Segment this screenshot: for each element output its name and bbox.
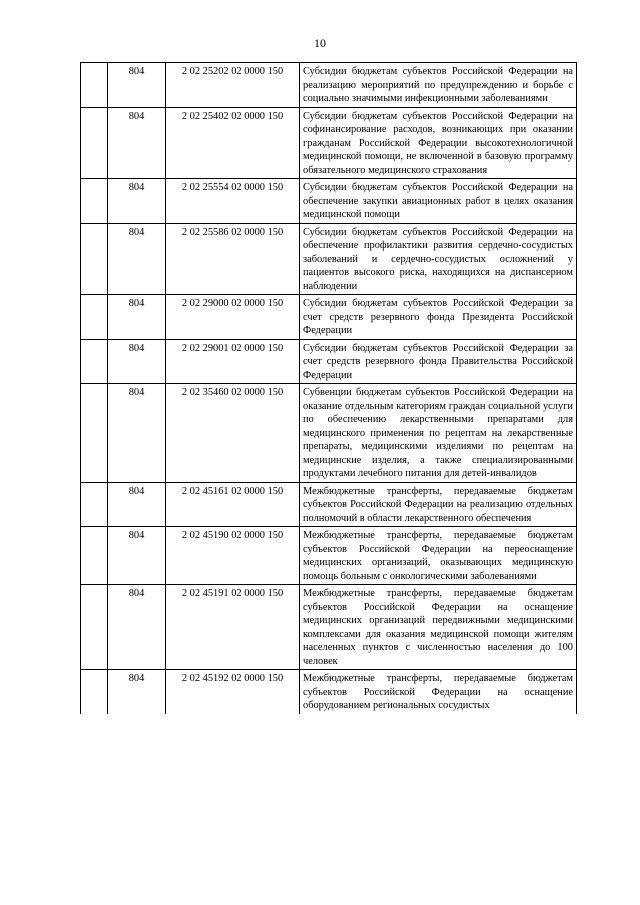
blank-cell — [81, 223, 108, 295]
admin-code-cell: 804 — [108, 223, 166, 295]
blank-cell — [81, 107, 108, 179]
blank-cell — [81, 670, 108, 714]
revenue-code-cell: 2 02 25402 02 0000 150 — [166, 107, 300, 179]
revenue-name-cell — [300, 179, 577, 224]
blank-cell — [81, 179, 108, 224]
table-row — [81, 339, 577, 384]
revenue-name-text: Субвенции бюджетам субъектов Российской Федерации на оказание отдельным категориям граждан социальной услуги по обеспечению лекарственными препаратами для медицинского применения по рецептам на лекарственные препараты, медицинскими изделиями по рецептам на медицинские изделия, а также специализированными продуктами лечебного питания для детей-инвалидов — [303, 387, 573, 479]
admin-code-cell: 804 — [108, 670, 166, 714]
revenue-code-cell: 2 02 35460 02 0000 150 — [166, 384, 300, 483]
revenue-name-cell — [300, 482, 577, 527]
revenue-code-cell: 2 02 25202 02 0000 150 — [166, 63, 300, 108]
blank-cell — [81, 339, 108, 384]
admin-code-cell: 804 — [108, 527, 166, 585]
admin-code-cell: 804 — [108, 339, 166, 384]
table-row — [81, 482, 577, 527]
revenue-name-cell — [300, 527, 577, 585]
revenue-name-text: Субсидии бюджетам субъектов Российской Федерации на обеспечение профилактики развития сердечно-сосудистых заболеваний и сердечно-сосудистых осложнений у пациентов высокого риска, находящихся на диспансерном наблюдении — [303, 226, 573, 292]
table-row — [81, 63, 577, 108]
revenue-name-cell — [300, 585, 577, 670]
revenue-name-text: Межбюджетные трансферты, передаваемые бюджетам субъектов Российской Федерации на оснащение медицинских организаций передвижными медицинскими комплексами для оказания медицинской помощи жителям населенных пунктов с численностью населения до 100 человек — [303, 588, 573, 667]
revenue-code-cell: 2 02 25554 02 0000 150 — [166, 179, 300, 224]
revenue-code-cell: 2 02 45190 02 0000 150 — [166, 527, 300, 585]
revenue-name-cell — [300, 63, 577, 108]
revenue-name-text: Субсидии бюджетам субъектов Российской Федерации за счет средств резервного фонда Президента Российской Федерации — [303, 298, 573, 336]
revenue-name-cell — [300, 295, 577, 340]
table-row — [81, 295, 577, 340]
admin-code-cell: 804 — [108, 384, 166, 483]
table-row — [81, 179, 577, 224]
revenue-name-text: Межбюджетные трансферты, передаваемые бюджетам субъектов Российской Федерации на оснащение оборудованием региональных сосудистых — [303, 673, 573, 711]
blank-cell — [81, 63, 108, 108]
revenue-code-cell: 2 02 29000 02 0000 150 — [166, 295, 300, 340]
admin-code-cell: 804 — [108, 585, 166, 670]
admin-code-cell: 804 — [108, 107, 166, 179]
table-row — [81, 384, 577, 483]
table-row — [81, 107, 577, 179]
revenue-name-text: Субсидии бюджетам субъектов Российской Федерации на софинансирование расходов, возникающих при оказании гражданам Российской Федерации высокотехнологичной медицинской помощи, не включенной в базовую программу обязательного медицинского страхования — [303, 110, 573, 176]
table-row — [81, 585, 577, 670]
revenue-name-cell — [300, 223, 577, 295]
revenue-name-cell — [300, 384, 577, 483]
revenue-name-text: Межбюджетные трансферты, передаваемые бюджетам субъектов Российской Федерации на переоснащение медицинских организаций, оказывающих медицинскую помощь больным с онкологическими заболеваниями — [303, 530, 573, 582]
admin-code-cell: 804 — [108, 179, 166, 224]
revenue-name-cell — [300, 107, 577, 179]
revenue-code-cell: 2 02 45192 02 0000 150 — [166, 670, 300, 714]
table-row — [81, 223, 577, 295]
admin-code-cell: 804 — [108, 295, 166, 340]
revenue-name-text: Субсидии бюджетам субъектов Российской Федерации на обеспечение закупки авиационных работ в целях оказания медицинской помощи — [303, 182, 573, 220]
revenue-code-cell: 2 02 25586 02 0000 150 — [166, 223, 300, 295]
revenue-codes-table — [80, 62, 577, 714]
revenue-code-cell: 2 02 45191 02 0000 150 — [166, 585, 300, 670]
revenue-name-text: Межбюджетные трансферты, передаваемые бюджетам субъектов Российской Федерации на реализацию отдельных полномочий в области лекарственного обеспечения — [303, 485, 573, 524]
admin-code-cell: 804 — [108, 482, 166, 527]
revenue-name-text: Субсидии бюджетам субъектов Российской Федерации на реализацию мероприятий по предупреждению и борьбе с социально значимыми инфекционными заболеваниями — [303, 66, 573, 104]
blank-cell — [81, 585, 108, 670]
table-row — [81, 527, 577, 585]
revenue-code-cell: 2 02 45161 02 0000 150 — [166, 482, 300, 527]
revenue-code-cell: 2 02 29001 02 0000 150 — [166, 339, 300, 384]
admin-code-cell: 804 — [108, 63, 166, 108]
table-row — [81, 670, 577, 714]
page-number: 10 — [314, 36, 326, 50]
blank-cell — [81, 527, 108, 585]
revenue-name-cell — [300, 339, 577, 384]
blank-cell — [81, 482, 108, 527]
blank-cell — [81, 295, 108, 340]
revenue-name-text: Субсидии бюджетам субъектов Российской Федерации за счет средств резервного фонда Правительства Российской Федерации — [303, 342, 573, 381]
revenue-name-cell — [300, 670, 577, 714]
blank-cell — [81, 384, 108, 483]
